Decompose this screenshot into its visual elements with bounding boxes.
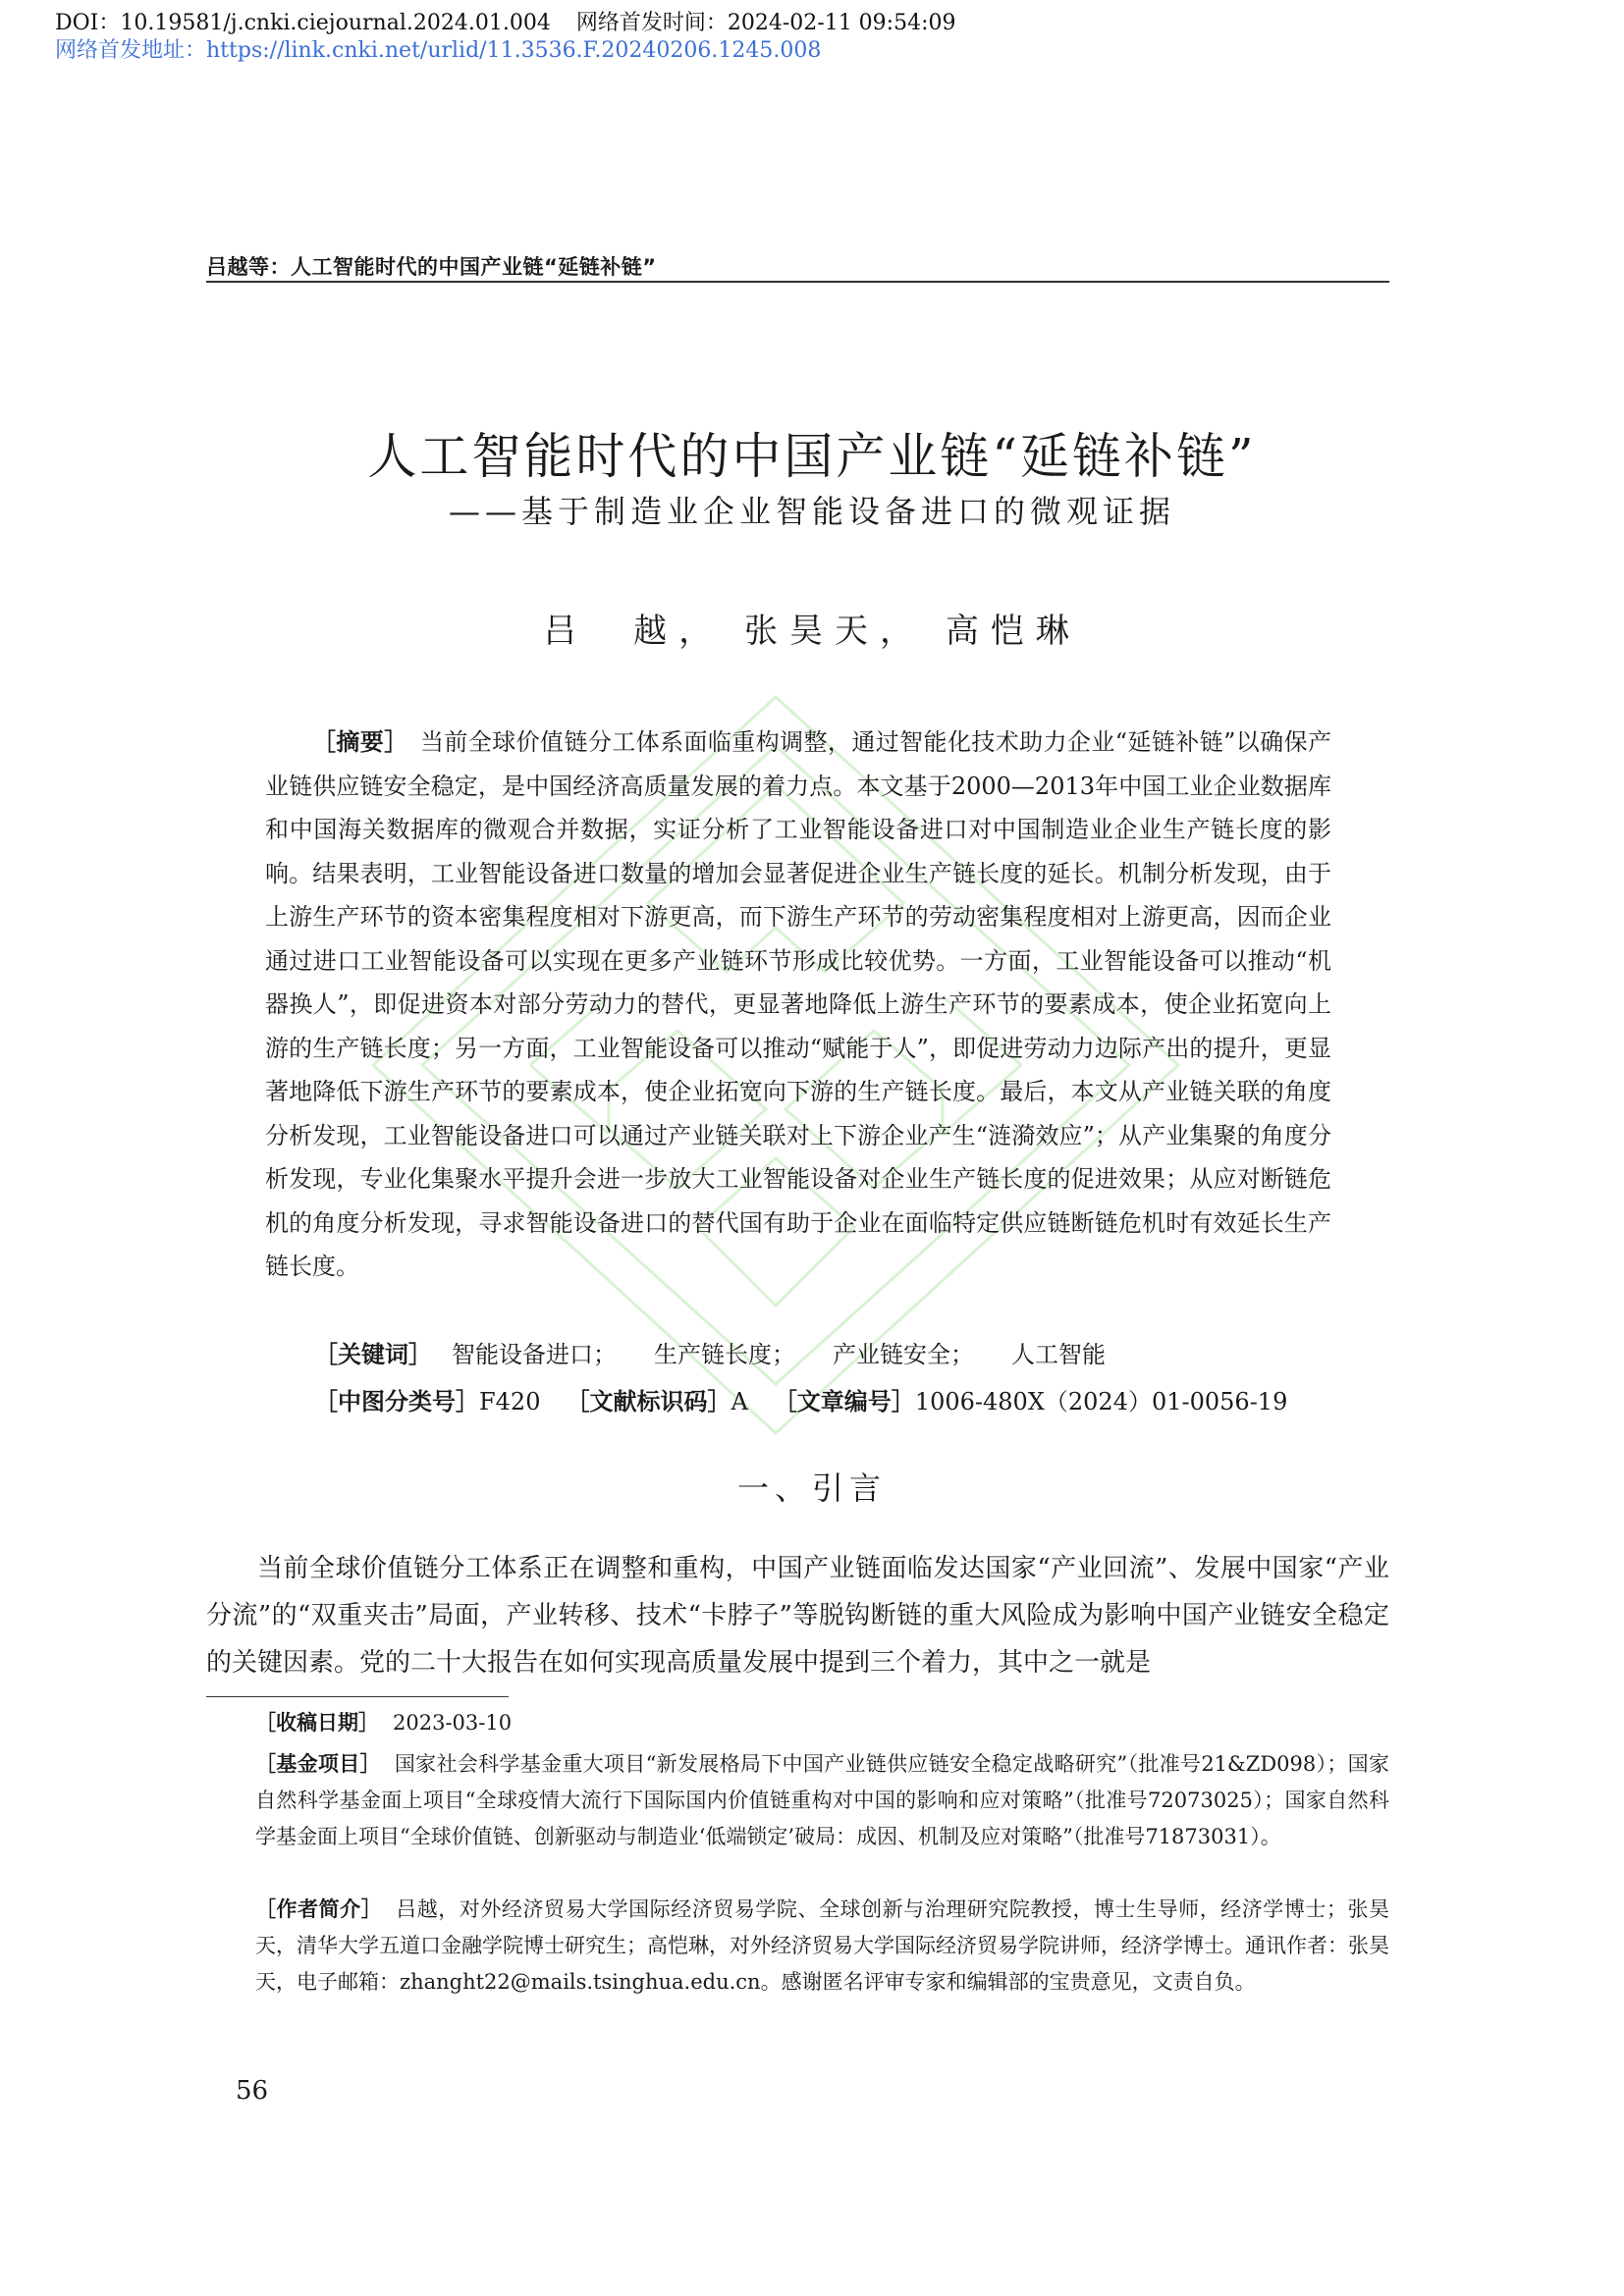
author-list [0,604,1624,652]
header-rule [206,281,1389,283]
author-bio-label: ［作者简介］ [255,1897,383,1921]
author-1: 吕 越， [543,612,725,651]
doc-code-label: ［文献标识码］ [566,1388,731,1415]
keyword-item: 生产链长度； [654,1341,795,1368]
footnote-author [206,1892,1389,2001]
online-time-value: 2024-02-11 09:54:09 [727,11,956,35]
keywords [314,1335,1123,1369]
paper-title: 人工智能时代的中国产业链“延链补链” [367,428,1257,485]
body-paragraph: 当前全球价值链分工体系正在调整和重构，中国产业链面临发达国家“产业回流”、发展中国家“产业分流”的“双重夹击”局面，产业转移、技术“卡脖子”等脱钩断链的重大风险成为影响中国产业链安全稳定的关键因素。党的二十大报告在如何实现高质量发展中提到三个着力，其中之一就是 [206,1554,1389,1678]
author-3: 高恺琳 [945,612,1081,651]
doi-value[interactable]: 10.19581/j.cnki.ciejournal.2024.01.004 [120,11,551,35]
footnote-rule [206,1696,509,1697]
running-head: 吕越等：人工智能时代的中国产业链“延链补链” [206,255,657,279]
section-heading: 一、引言 [736,1469,887,1507]
online-url-link[interactable]: https://link.cnki.net/urlid/11.3536.F.20240206.1245.008 [206,38,822,63]
online-url-line [55,33,821,64]
fund-text: 国家社会科学基金重大项目“新发展格局下中国产业链供应链安全稳定战略研究”（批准号21&ZD098）；国家自然科学基金面上项目“全球疫情大流行下国际国内价值链重构对中国的影响和应对策略”（批准号72073025）；国家自然科学基金面上项目“全球价值链、创新驱动与制造业‘低端锁定’破局：成因、机制及应对策略”（批准号71873031）。 [255,1752,1389,1848]
online-time-label: 网络首发时间： [575,11,728,35]
keywords-label: ［关键词］ [314,1341,432,1368]
clc-label: ［中图分类号］ [314,1388,479,1415]
article-no-value: 1006-480X（2024）01-0056-19 [914,1388,1288,1415]
classification-line [314,1382,1287,1416]
clc-value: F420 [479,1388,541,1415]
footnote-received [206,1705,1389,1741]
footnote-fund [206,1746,1389,1855]
abstract [265,721,1331,1289]
received-label: ［收稿日期］ [255,1711,379,1735]
author-bio-text: 吕越，对外经济贸易大学国际经济贸易学院、全球创新与治理研究院教授，博士生导师，经济学博士；张昊天，清华大学五道口金融学院博士研究生；高恺琳，对外经济贸易大学国际经济贸易学院讲师，经济学博士。通讯作者：张昊天，电子邮箱：zhanght22@mails.tsinghua.edu.cn。感谢匿名评审专家和编辑部的宝贵意见，文责自负。 [255,1897,1389,1994]
received-date: 2023-03-10 [393,1711,513,1735]
keyword-item: 智能设备进口； [452,1341,617,1368]
doc-code-value: A [731,1388,748,1415]
page-number: 56 [236,2076,269,2106]
keyword-item: 产业链安全； [833,1341,974,1368]
doi-line [55,6,956,36]
author-2: 张昊天， [744,612,925,651]
online-url-label: 网络首发地址： [55,38,207,63]
paper-subtitle: ——基于制造业企业智能设备进口的微观证据 [448,493,1175,530]
abstract-label: ［摘要］ [312,728,397,756]
doi-label: DOI： [55,11,121,35]
abstract-text: 当前全球价值链分工体系面临重构调整，通过智能化技术助力企业“延链补链”以确保产业链供应链安全稳定，是中国经济高质量发展的着力点。本文基于2000—2013年中国工业企业数据库和中国海关数据库的微观合并数据，实证分析了工业智能设备进口对中国制造业企业生产链长度的影响。结果表明，工业智能设备进口数量的增加会显著促进企业生产链长度的延长。机制分析发现，由于上游生产环节的资本密集程度相对下游更高，而下游生产环节的劳动密集程度相对上游更高，因而企业通过进口工业智能设备可以实现在更多产业链环节形成比较优势。一方面，工业智能设备可以推动“机器换人”，即促进资本对部分劳动力的替代，更显著地降低上游生产环节的要素成本，使企业拓宽向上游的生产链长度；另一方面，工业智能设备可以推动“赋能于人”，即促进劳动力边际产出的提升，更显著地降低下游生产环节的要素成本，使企业拓宽向下游的生产链长度。最后，本文从产业链关联的角度分析发现，工业智能设备进口可以通过产业链关联对上下游企业产生“涟漪效应”；从产业集聚的角度分析发现，专业化集聚水平提升会进一步放大工业智能设备对企业生产链长度的促进效果；从应对断链危机的角度分析发现，寻求智能设备进口的替代国有助于企业在面临特定供应链断链危机时有效延长生产链长度。 [265,728,1331,1280]
fund-label: ［基金项目］ [255,1752,381,1776]
keyword-item: 人工智能 [1011,1341,1106,1368]
article-no-label: ［文章编号］ [773,1388,915,1415]
